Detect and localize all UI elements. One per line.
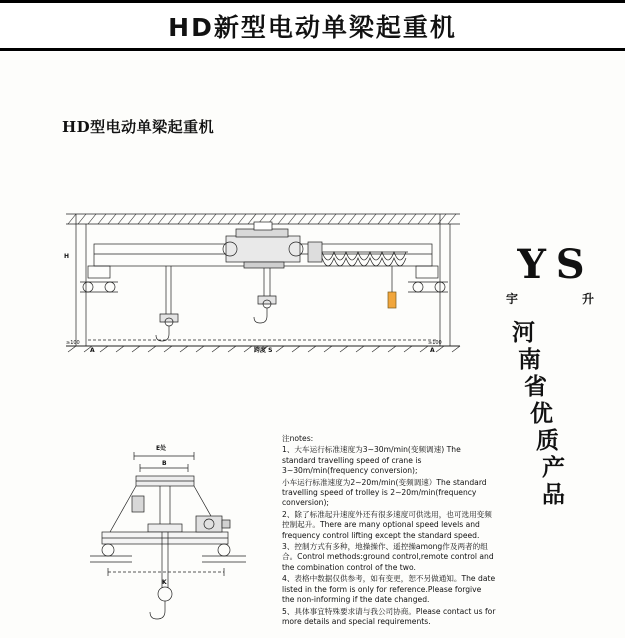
- span-label: 跨度 S: [254, 347, 273, 354]
- note-item-4: 3、控制方式有多种，地操操作、遥控操among作及两者的组合。Control methods:ground control,remote control and the combination control of the two.: [282, 542, 494, 572]
- dimension-left-label: ≥100: [66, 340, 80, 346]
- logo-sub-right: 升: [581, 292, 594, 306]
- plan-label-e: E处: [156, 445, 167, 452]
- crane-elevation-drawing: [58, 196, 468, 366]
- header-rule-top: [0, 0, 625, 3]
- section-mark-a-left: A: [90, 347, 95, 354]
- logo-char-5: 质: [536, 428, 560, 454]
- logo-vertical-text: [512, 320, 588, 509]
- logo-sub-left: 宇: [506, 292, 519, 306]
- logo-char-7: 品: [542, 482, 566, 508]
- note-item-6: 5、具体事宜特殊要求请与我公司协商。Please contact us for more details and special requirements.: [282, 606, 496, 626]
- note-item-2: 小车运行标准速度为2~20m/min(变频调速）The standard travelling speed of trolley is 2~20m/min(frequency conversion);: [282, 477, 487, 508]
- note-item-1: 1、大车运行标准速度为3~30m/min(变频调速) The standard travelling speed of crane is 3~30m/min(frequency conversion);: [282, 445, 461, 476]
- logo-char-3: 省: [524, 374, 548, 400]
- dimension-right-label: ≥100: [428, 340, 442, 346]
- logo-char-1: 河: [512, 320, 536, 346]
- height-label: H: [64, 253, 70, 260]
- notes-heading: 注notes:: [282, 434, 314, 443]
- page-header: [0, 0, 625, 52]
- plan-label-b: B: [162, 460, 167, 467]
- section-mark-a-right: A: [430, 347, 435, 354]
- logo-subtitle: [506, 290, 594, 307]
- plan-label-k: K: [162, 579, 167, 586]
- notes-block: [282, 434, 496, 628]
- logo-char-2: 南: [518, 347, 542, 373]
- page-title: HD新型电动单梁起重机: [168, 13, 457, 42]
- crane-cross-section-svg: [74, 438, 274, 633]
- company-logo-block: [494, 238, 606, 508]
- crane-cross-section-drawing: [74, 438, 274, 633]
- crane-elevation-svg: [58, 196, 468, 366]
- logo-char-4: 优: [530, 401, 554, 427]
- note-item-5: 4、表格中数据仅供参考，如有变更，恕不另做通知。The date listed in the form is only for reference.Please forgive the non-informing if the date changed.: [282, 574, 496, 605]
- note-item-3: 2、除了标准起升速度外还有很多速度可供选用，也可选用变频控制起升。There are many optional speed levels and frequency control lifting except the standard speed.: [282, 509, 492, 540]
- section-title: HD型电动单梁起重机: [62, 118, 215, 136]
- header-rule-bottom: [0, 48, 625, 51]
- logo-char-6: 产: [542, 455, 566, 481]
- logo-monogram-icon: Y S: [517, 241, 583, 288]
